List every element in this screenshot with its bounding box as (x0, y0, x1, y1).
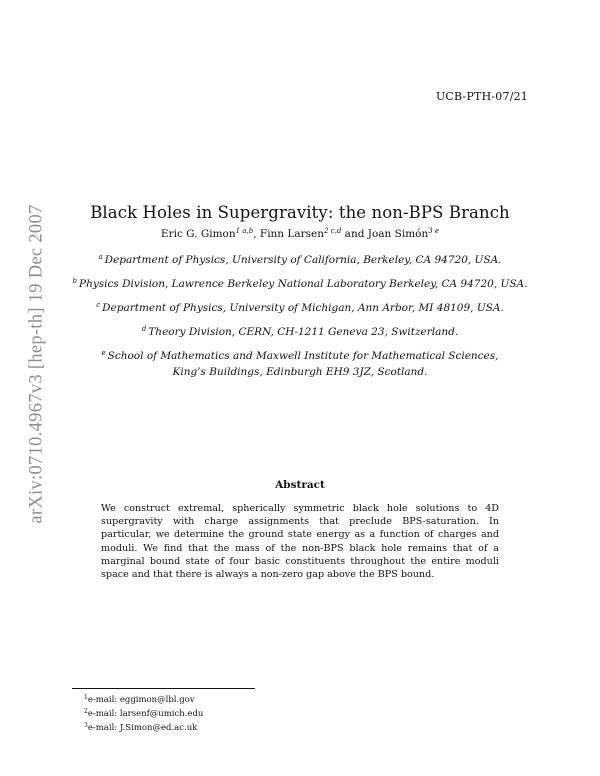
footnote-mark: 1 (84, 694, 88, 701)
affiliation-text: Theory Division, CERN, CH-1211 Geneva 23, Switzerland. (148, 326, 459, 338)
footnote-email-3 (84, 720, 203, 734)
affiliation-mark: c (96, 301, 101, 309)
footnote-email-1 (84, 692, 203, 706)
affiliation-e (0, 349, 600, 362)
author-name: Eric G. Gimon (160, 228, 236, 240)
author-name: Finn Larsen (259, 228, 325, 240)
footnote-mark: 3 (84, 722, 88, 729)
footnote-rule (72, 688, 255, 689)
footnotes (84, 692, 203, 734)
affiliation-a (0, 253, 600, 266)
affiliation-mark: e (101, 349, 106, 357)
abstract-heading: Abstract (275, 479, 325, 491)
affiliation-c (0, 301, 600, 314)
author-name: Joan Simón (367, 228, 429, 240)
preprint-number: UCB-PTH-07/21 (435, 90, 528, 103)
author-affiliation-marks: 3 e (428, 227, 440, 235)
author-separator: , (253, 228, 260, 240)
author-affiliation-marks: 2 c,d (324, 227, 342, 235)
affiliation-e-line-2: King’s Buildings, Edinburgh EH9 3JZ, Scotland. (172, 366, 428, 378)
affiliation-text: Department of Physics, University of California, Berkeley, CA 94720, USA. (104, 254, 502, 266)
affiliation-text: School of Mathematics and Maxwell Institute for Mathematical Sciences, (107, 350, 499, 362)
paper-title: Black Holes in Supergravity: the non-BPS Branch (90, 203, 510, 222)
arxiv-stamp: arXiv:0710.4967v3 [hep-th] 19 Dec 2007 (26, 204, 47, 524)
footnote-text: e-mail: larsenf@umich.edu (87, 709, 204, 719)
footnote-mark: 2 (84, 708, 88, 715)
footnote-email-2 (84, 706, 203, 720)
abstract-text: We construct extremal, spherically symmetric black hole solutions to 4D supergravity with charge assignments that preclude BPS-saturation. In particular, we determine the ground state energy as a function of charges and moduli. We find that the mass of the non-BPS black hole remains that of a marginal bound state of four basic constituents throughout the entire moduli space and that there is always a non-zero gap above the BPS bound. (101, 503, 499, 581)
affiliation-mark: b (72, 277, 77, 285)
affiliation-mark: a (98, 253, 103, 261)
affiliation-mark: d (141, 325, 147, 333)
author-separator: and (341, 228, 368, 240)
footnote-text: e-mail: J.Simon@ed.ac.uk (87, 723, 198, 733)
affiliation-d (0, 325, 600, 338)
author-list (0, 227, 600, 240)
footnote-text: e-mail: eggimon@lbl.gov (87, 695, 195, 705)
affiliation-text: Department of Physics, University of Michigan, Ann Arbor, MI 48109, USA. (102, 302, 504, 314)
affiliation-text: Physics Division, Lawrence Berkeley National Laboratory Berkeley, CA 94720, USA. (79, 278, 528, 290)
affiliation-b (0, 277, 600, 290)
author-affiliation-marks: 1 a,b (235, 227, 254, 235)
